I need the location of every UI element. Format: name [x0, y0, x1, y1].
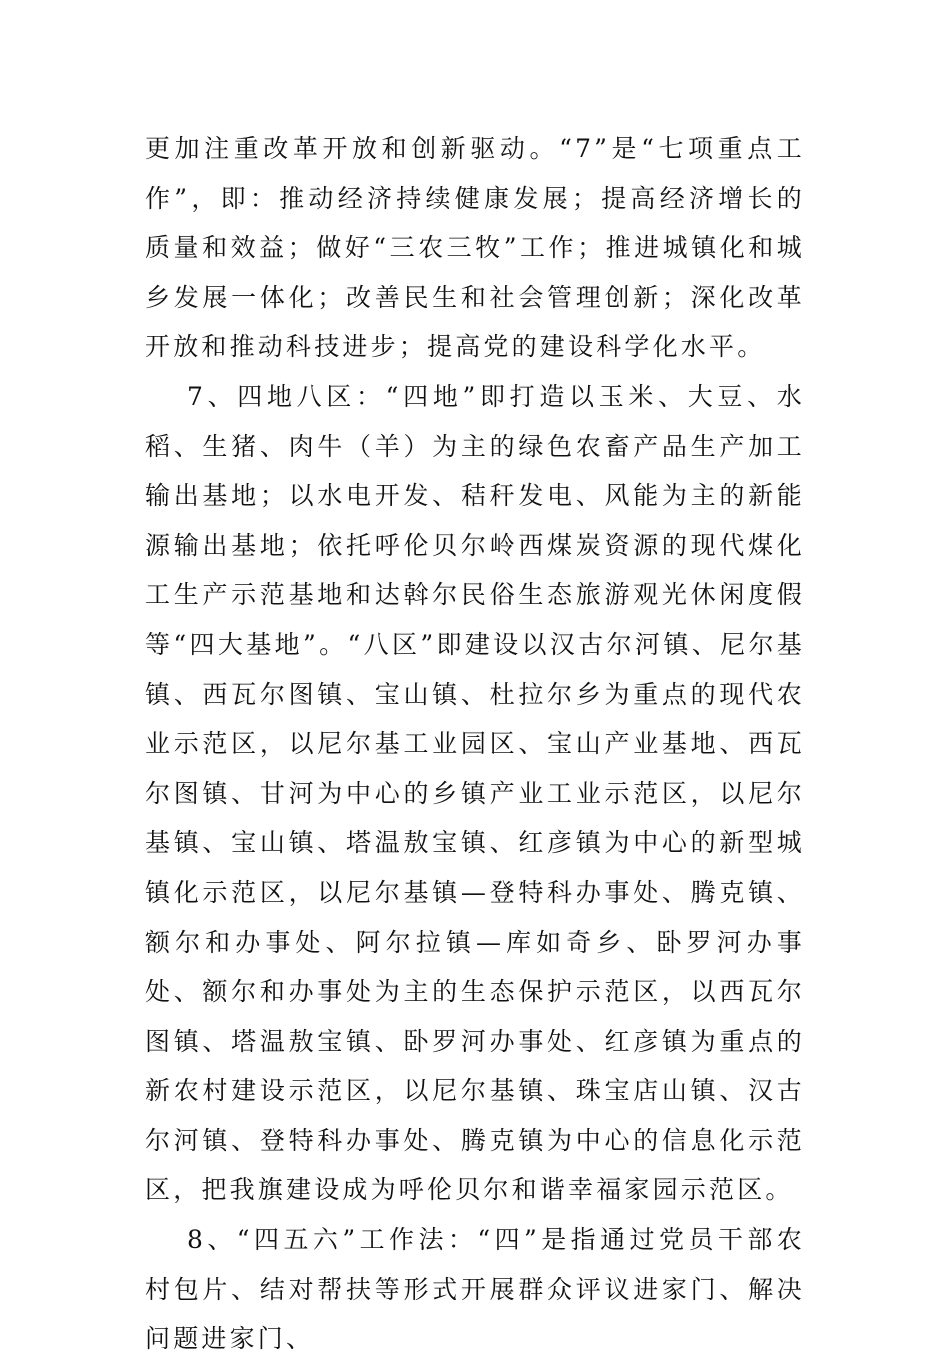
document-page — [145, 124, 805, 1364]
paragraph-1: 更加注重改革开放和创新驱动。“7”是“七项重点工作”，即：推动经济持续健康发展；提高经济增长的质量和效益；做好“三农三牧”工作；推进城镇化和城乡发展一体化；改善民生和社会管理创新；深化改革开放和推动科技进步；提高党的建设科学化水平。 — [145, 134, 805, 362]
paragraph-2: 7、四地八区：“四地”即打造以玉米、大豆、水稻、生猪、肉牛（羊）为主的绿色农畜产品生产加工输出基地；以水电开发、秸秆发电、风能为主的新能源输出基地；依托呼伦贝尔岭西煤炭资源的现代煤化工生产示范基地和达斡尔民俗生态旅游观光休闲度假等“四大基地”。“八区”即建设以汉古尔河镇、尼尔基镇、西瓦尔图镇、宝山镇、杜拉尔乡为重点的现代农业示范区，以尼尔基工业园区、宝山产业基地、西瓦尔图镇、甘河为中心的乡镇产业工业示范区，以尼尔基镇、宝山镇、塔温敖宝镇、红彦镇为中心的新型城镇化示范区，以尼尔基镇—登特科办事处、腾克镇、额尔和办事处、阿尔拉镇—库如奇乡、卧罗河办事处、额尔和办事处为主的生态保护示范区，以西瓦尔图镇、塔温敖宝镇、卧罗河办事处、红彦镇为重点的新农村建设示范区，以尼尔基镇、珠宝店山镇、汉古尔河镇、登特科办事处、腾克镇为中心的信息化示范区，把我旗建设成为呼伦贝尔和谐幸福家园示范区。 — [145, 381, 805, 1205]
paragraph-3: 8、“四五六”工作法：“四”是指通过党员干部农村包片、结对帮扶等形式开展群众评议进家门、解决问题进家门、 — [145, 1225, 805, 1354]
